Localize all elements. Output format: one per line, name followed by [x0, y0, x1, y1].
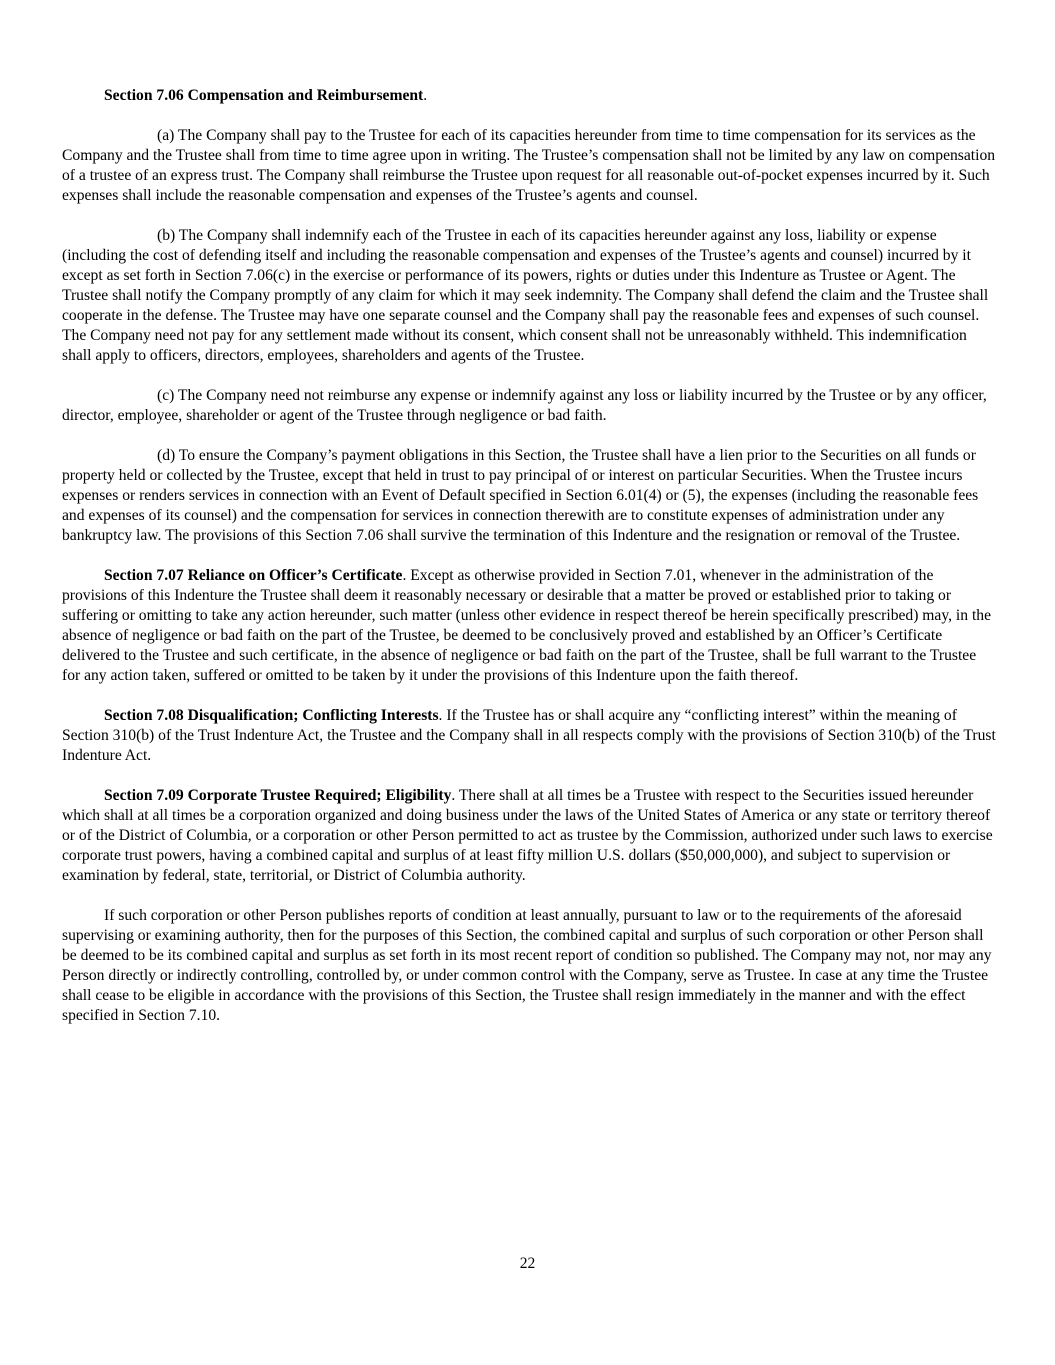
section-7-09-title: Section 7.09 Corporate Trustee Required; Eligibility — [104, 787, 452, 804]
section-7-08-paragraph — [62, 706, 996, 766]
section-7-09-body: . There shall at all times be a Trustee with respect to the Securities issued hereunder which shall at all times be a corporation organized and doing business under the laws of the United States of America or any state or territory thereof or of the District of Columbia, or a corporation or other Person permitted to act as trustee by the Commission, authorized under such laws to exercise corporate trust powers, having a combined capital and surplus of at least fifty million U.S. dollars ($50,000,000), and subject to supervision or examination by federal, state, territorial, or District of Columbia authority. — [62, 787, 993, 884]
section-7-06-paragraph-c: (c) The Company need not reimburse any expense or indemnify against any loss or liability incurred by the Trustee or by any officer, director, employee, shareholder or agent of the Trustee through negligence or bad faith. — [62, 387, 987, 424]
section-7-08-title: Section 7.08 Disqualification; Conflicting Interests — [104, 707, 439, 724]
section-7-07-title: Section 7.07 Reliance on Officer’s Certificate — [104, 567, 403, 584]
section-7-06-heading — [62, 86, 996, 106]
section-7-06-title: Section 7.06 Compensation and Reimbursement — [104, 87, 424, 104]
section-7-06-paragraph-d: (d) To ensure the Company’s payment obligations in this Section, the Trustee shall have a lien prior to the Securities on all funds or property held or collected by the Trustee, except that held in trust to pay principal of or interest on particular Securities. When the Trustee incurs expenses or renders services in connection with an Event of Default specified in Section 6.01(4) or (5), the expenses (including the reasonable fees and expenses of its counsel) and the compensation for services in connection therewith are to constitute expenses of administration under any bankruptcy law. The provisions of this Section 7.06 shall survive the termination of this Indenture and the resignation or removal of the Trustee. — [62, 447, 979, 544]
document-page — [62, 86, 996, 1046]
section-7-08-body: . If the Trustee has or shall acquire any “conflicting interest” within the meaning of Section 310(b) of the Trust Indenture Act, the Trustee and the Company shall in all respects comply with the provisions of Section 310(b) of the Trust Indenture Act. — [62, 707, 996, 764]
section-7-09-paragraph-2: If such corporation or other Person publishes reports of condition at least annually, pursuant to law or to the requirements of the aforesaid supervising or examining authority, then for the purposes of this Section, the combined capital and surplus of such corporation or other Person shall be deemed to be its combined capital and surplus as set forth in its most recent report of condition so published. The Company may not, nor may any Person directly or indirectly controlling, controlled by, or under common control with the Company, serve as Trustee. In case at any time the Trustee shall cease to be eligible in accordance with the provisions of this Section, the Trustee shall resign immediately in the manner and with the effect specified in Section 7.10. — [62, 907, 992, 1024]
section-7-07-paragraph — [62, 566, 996, 686]
section-7-06-heading-period: . — [423, 87, 428, 104]
section-7-09-paragraph — [62, 786, 996, 886]
section-7-06-paragraph-a: (a) The Company shall pay to the Trustee for each of its capacities hereunder from time to time compensation for its services as the Company and the Trustee shall from time to time agree upon in writing. The Trustee’s compensation shall not be limited by any law on compensation of a trustee of an express trust. The Company shall reimburse the Trustee upon request for all reasonable out-of-pocket expenses incurred by it. Such expenses shall include the reasonable compensation and expenses of the Trustee’s agents and counsel. — [62, 127, 996, 204]
page-number: 22 — [519, 1255, 536, 1272]
section-7-07-body: . Except as otherwise provided in Section 7.01, whenever in the administration of the provisions of this Indenture the Trustee shall deem it reasonably necessary or desirable that a matter be proved or established prior to taking or suffering or omitting to take any action hereunder, such matter (unless other evidence in respect thereof be herein specifically prescribed) may, in the absence of negligence or bad faith on the part of the Trustee, be deemed to be conclusively proved and established by an Officer’s Certificate delivered to the Trustee and such certificate, in the absence of negligence or bad faith on the part of the Trustee, shall be full warrant to the Trustee for any action taken, suffered or omitted to be taken by it under the provisions of this Indenture upon the faith thereof. — [62, 567, 992, 684]
section-7-06-paragraph-b: (b) The Company shall indemnify each of the Trustee in each of its capacities hereunder against any loss, liability or expense (including the cost of defending itself and including the reasonable compensation and expenses of the Trustee’s agents and counsel) incurred by it except as set forth in Section 7.06(c) in the exercise or performance of its powers, rights or duties under this Indenture as Trustee or Agent. The Trustee shall notify the Company promptly of any claim for which it may seek indemnity. The Company shall defend the claim and the Trustee shall cooperate in the defense. The Trustee may have one separate counsel and the Company shall pay the reasonable fees and expenses of such counsel. The Company need not pay for any settlement made without its consent, which consent shall not be unreasonably withheld. This indemnification shall apply to officers, directors, employees, shareholders and agents of the Trustee. — [62, 227, 989, 364]
